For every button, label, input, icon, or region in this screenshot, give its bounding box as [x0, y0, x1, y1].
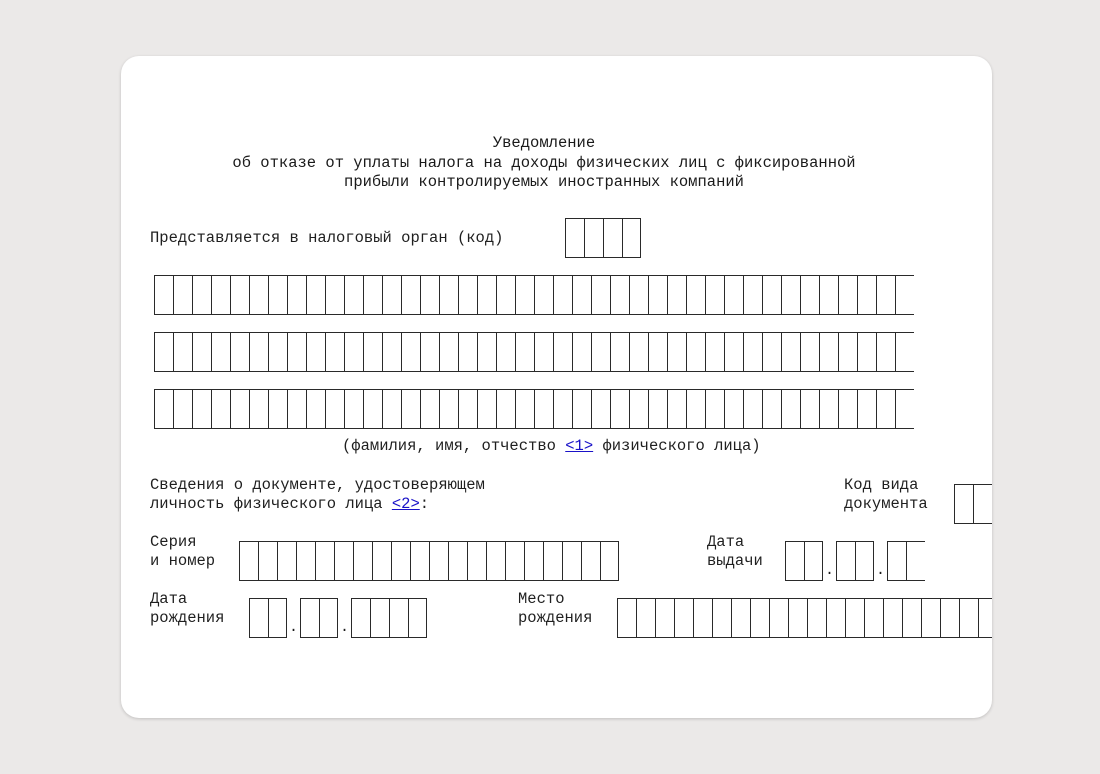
input-cell[interactable]	[363, 275, 382, 315]
input-cell[interactable]	[622, 218, 641, 258]
input-cell[interactable]	[467, 541, 486, 581]
input-cell[interactable]	[800, 332, 819, 372]
input-cell[interactable]	[477, 389, 496, 429]
input-cell[interactable]	[363, 389, 382, 429]
input-cell[interactable]	[249, 598, 268, 638]
input-cell[interactable]	[686, 332, 705, 372]
input-cell[interactable]	[562, 541, 581, 581]
input-cell[interactable]	[959, 598, 978, 638]
input-cell[interactable]	[211, 389, 230, 429]
input-cell[interactable]	[429, 541, 448, 581]
input-cell[interactable]	[477, 332, 496, 372]
input-cell[interactable]	[496, 275, 515, 315]
input-cell[interactable]	[591, 389, 610, 429]
input-cell[interactable]	[731, 598, 750, 638]
input-cell[interactable]	[515, 275, 534, 315]
input-cell[interactable]	[287, 389, 306, 429]
birth-date-label-2: рождения	[150, 609, 225, 627]
input-cell[interactable]	[389, 598, 408, 638]
input-cell[interactable]	[192, 332, 211, 372]
input-cell[interactable]	[769, 598, 788, 638]
input-cell[interactable]	[845, 598, 864, 638]
input-cell[interactable]	[173, 332, 192, 372]
input-cell[interactable]	[838, 389, 857, 429]
birth-date-label-1: Дата	[150, 590, 188, 608]
input-cell[interactable]	[344, 275, 363, 315]
input-cell[interactable]	[553, 275, 572, 315]
input-cell[interactable]	[600, 541, 619, 581]
footnote-2-link[interactable]: <2>	[391, 495, 420, 513]
input-cell[interactable]	[287, 332, 306, 372]
input-cell[interactable]	[743, 389, 762, 429]
input-cell[interactable]	[954, 484, 973, 524]
input-cell[interactable]	[819, 275, 838, 315]
input-cell[interactable]	[762, 389, 781, 429]
input-cell[interactable]	[785, 541, 804, 581]
input-cell[interactable]	[325, 389, 344, 429]
name-row-2-boxes[interactable]	[154, 332, 914, 372]
input-cell[interactable]	[581, 541, 600, 581]
birth-place-label-2: рождения	[518, 609, 593, 627]
input-cell[interactable]	[382, 389, 401, 429]
input-cell[interactable]	[249, 389, 268, 429]
input-cell[interactable]	[610, 275, 629, 315]
input-cell[interactable]	[940, 598, 959, 638]
doc-info-suffix: :	[419, 495, 430, 513]
input-cell[interactable]	[534, 389, 553, 429]
input-cell[interactable]	[895, 389, 914, 429]
input-cell[interactable]	[401, 389, 420, 429]
input-cell[interactable]	[543, 541, 562, 581]
footnote-1-link[interactable]: <1>	[565, 437, 594, 455]
input-cell[interactable]	[781, 332, 800, 372]
input-cell[interactable]	[712, 598, 731, 638]
input-cell[interactable]	[629, 332, 648, 372]
tax-authority-code-boxes[interactable]	[565, 218, 641, 258]
input-cell[interactable]	[693, 598, 712, 638]
input-cell[interactable]	[876, 332, 895, 372]
doc-info-line-2-prefix: личность физического лица	[150, 495, 392, 513]
input-cell[interactable]	[603, 218, 622, 258]
input-cell[interactable]	[230, 389, 249, 429]
input-cell[interactable]	[315, 541, 334, 581]
input-cell[interactable]	[439, 332, 458, 372]
input-cell[interactable]	[836, 541, 855, 581]
input-cell[interactable]	[306, 389, 325, 429]
name-row-3-boxes[interactable]	[154, 389, 914, 429]
input-cell[interactable]	[306, 332, 325, 372]
name-caption-after: физического лица)	[593, 437, 761, 455]
input-cell[interactable]	[762, 332, 781, 372]
input-cell[interactable]	[895, 275, 914, 315]
issue-date-label-2: выдачи	[707, 552, 763, 570]
input-cell[interactable]	[819, 389, 838, 429]
input-cell[interactable]	[648, 332, 667, 372]
form-card	[121, 56, 992, 718]
input-cell[interactable]	[887, 541, 906, 581]
input-cell[interactable]	[534, 332, 553, 372]
input-cell[interactable]	[826, 598, 845, 638]
issue-date-boxes[interactable]	[785, 541, 925, 581]
input-cell[interactable]	[655, 598, 674, 638]
input-cell[interactable]	[610, 332, 629, 372]
input-cell[interactable]	[895, 332, 914, 372]
input-cell[interactable]	[534, 275, 553, 315]
input-cell[interactable]	[420, 275, 439, 315]
input-cell[interactable]	[505, 541, 524, 581]
input-cell[interactable]	[819, 332, 838, 372]
input-cell[interactable]	[762, 275, 781, 315]
input-cell[interactable]	[401, 332, 420, 372]
input-cell[interactable]	[781, 275, 800, 315]
date-separator: .	[288, 619, 298, 636]
input-cell[interactable]	[667, 332, 686, 372]
input-cell[interactable]	[154, 389, 173, 429]
input-cell[interactable]	[906, 541, 925, 581]
title-line-3: прибыли контролируемых иностранных компаний	[344, 173, 744, 191]
input-cell[interactable]	[448, 541, 467, 581]
input-cell[interactable]	[401, 275, 420, 315]
input-cell[interactable]	[410, 541, 429, 581]
input-cell[interactable]	[804, 541, 823, 581]
input-cell[interactable]	[553, 332, 572, 372]
input-cell[interactable]	[344, 332, 363, 372]
doc-type-code-boxes[interactable]	[954, 484, 992, 524]
input-cell[interactable]	[192, 275, 211, 315]
name-row-1-boxes[interactable]	[154, 275, 914, 315]
input-cell[interactable]	[230, 332, 249, 372]
input-cell[interactable]	[705, 332, 724, 372]
input-cell[interactable]	[173, 389, 192, 429]
input-cell[interactable]	[978, 598, 992, 638]
input-cell[interactable]	[610, 389, 629, 429]
input-cell[interactable]	[724, 275, 743, 315]
input-cell[interactable]	[230, 275, 249, 315]
input-cell[interactable]	[724, 332, 743, 372]
input-cell[interactable]	[705, 389, 724, 429]
input-cell[interactable]	[258, 541, 277, 581]
input-cell[interactable]	[591, 332, 610, 372]
input-cell[interactable]	[268, 275, 287, 315]
input-cell[interactable]	[458, 332, 477, 372]
input-cell[interactable]	[724, 389, 743, 429]
input-cell[interactable]	[211, 275, 230, 315]
series-number-boxes[interactable]	[239, 541, 619, 581]
input-cell[interactable]	[351, 598, 370, 638]
input-cell[interactable]	[173, 275, 192, 315]
input-cell[interactable]	[524, 541, 543, 581]
input-cell[interactable]	[674, 598, 693, 638]
input-cell[interactable]	[439, 275, 458, 315]
input-cell[interactable]	[363, 332, 382, 372]
input-cell[interactable]	[788, 598, 807, 638]
input-cell[interactable]	[855, 541, 874, 581]
input-cell[interactable]	[277, 541, 296, 581]
input-cell[interactable]	[781, 389, 800, 429]
series-label-1: Серия	[150, 533, 197, 551]
input-cell[interactable]	[686, 389, 705, 429]
input-cell[interactable]	[667, 389, 686, 429]
input-cell[interactable]	[458, 275, 477, 315]
input-cell[interactable]	[486, 541, 505, 581]
input-cell[interactable]	[857, 275, 876, 315]
input-cell[interactable]	[239, 541, 258, 581]
input-cell[interactable]	[154, 332, 173, 372]
input-cell[interactable]	[572, 389, 591, 429]
input-cell[interactable]	[408, 598, 427, 638]
input-cell[interactable]	[515, 332, 534, 372]
input-cell[interactable]	[565, 218, 584, 258]
input-cell[interactable]	[876, 275, 895, 315]
input-cell[interactable]	[353, 541, 372, 581]
date-separator: .	[875, 562, 885, 579]
input-cell[interactable]	[372, 541, 391, 581]
input-cell[interactable]	[420, 389, 439, 429]
doc-info-line-1: Сведения о документе, удостоверяющем	[150, 476, 485, 494]
input-cell[interactable]	[192, 389, 211, 429]
input-cell[interactable]	[296, 541, 315, 581]
series-label-2: и номер	[150, 552, 216, 570]
tax-authority-label: Представляется в налоговый орган (код)	[150, 229, 504, 247]
input-cell[interactable]	[617, 598, 636, 638]
issue-date-label-1: Дата	[707, 533, 745, 551]
input-cell[interactable]	[319, 598, 338, 638]
input-cell[interactable]	[268, 332, 287, 372]
input-cell[interactable]	[553, 389, 572, 429]
date-separator: .	[824, 562, 834, 579]
input-cell[interactable]	[334, 541, 353, 581]
name-caption	[342, 437, 761, 456]
input-cell[interactable]	[902, 598, 921, 638]
input-cell[interactable]	[325, 332, 344, 372]
title-line-1: Уведомление	[492, 134, 596, 152]
input-cell[interactable]	[249, 332, 268, 372]
input-cell[interactable]	[800, 275, 819, 315]
input-cell[interactable]	[370, 598, 389, 638]
input-cell[interactable]	[391, 541, 410, 581]
input-cell[interactable]	[921, 598, 940, 638]
input-cell[interactable]	[268, 598, 287, 638]
input-cell[interactable]	[249, 275, 268, 315]
input-cell[interactable]	[300, 598, 319, 638]
input-cell[interactable]	[857, 389, 876, 429]
input-cell[interactable]	[648, 389, 667, 429]
input-cell[interactable]	[382, 275, 401, 315]
input-cell[interactable]	[306, 275, 325, 315]
input-cell[interactable]	[496, 389, 515, 429]
input-cell[interactable]	[636, 598, 655, 638]
input-cell[interactable]	[648, 275, 667, 315]
input-cell[interactable]	[743, 275, 762, 315]
input-cell[interactable]	[572, 275, 591, 315]
input-cell[interactable]	[864, 598, 883, 638]
input-cell[interactable]	[344, 389, 363, 429]
date-separator: .	[339, 619, 349, 636]
input-cell[interactable]	[572, 332, 591, 372]
input-cell[interactable]	[973, 484, 992, 524]
input-cell[interactable]	[857, 332, 876, 372]
input-cell[interactable]	[876, 389, 895, 429]
input-cell[interactable]	[686, 275, 705, 315]
input-cell[interactable]	[743, 332, 762, 372]
input-cell[interactable]	[268, 389, 287, 429]
input-cell[interactable]	[591, 275, 610, 315]
input-cell[interactable]	[211, 332, 230, 372]
input-cell[interactable]	[496, 332, 515, 372]
input-cell[interactable]	[325, 275, 344, 315]
form-title	[121, 134, 967, 193]
name-caption-before: (фамилия, имя, отчество	[342, 437, 566, 455]
input-cell[interactable]	[629, 389, 648, 429]
input-cell[interactable]	[584, 218, 603, 258]
input-cell[interactable]	[629, 275, 648, 315]
input-cell[interactable]	[382, 332, 401, 372]
doc-type-code-label-2: документа	[844, 495, 928, 513]
input-cell[interactable]	[439, 389, 458, 429]
input-cell[interactable]	[705, 275, 724, 315]
doc-type-code-label-1: Код вида	[844, 476, 919, 494]
input-cell[interactable]	[667, 275, 686, 315]
birth-place-label-1: Место	[518, 590, 565, 608]
input-cell[interactable]	[883, 598, 902, 638]
input-cell[interactable]	[420, 332, 439, 372]
input-cell[interactable]	[838, 275, 857, 315]
doc-info-line-2	[150, 495, 429, 514]
input-cell[interactable]	[515, 389, 534, 429]
input-cell[interactable]	[287, 275, 306, 315]
title-line-2: об отказе от уплаты налога на доходы физических лиц с фиксированной	[232, 153, 856, 172]
input-cell[interactable]	[750, 598, 769, 638]
input-cell[interactable]	[807, 598, 826, 638]
input-cell[interactable]	[458, 389, 477, 429]
input-cell[interactable]	[800, 389, 819, 429]
birth-date-boxes[interactable]	[249, 598, 427, 638]
birth-place-boxes[interactable]	[617, 598, 992, 638]
input-cell[interactable]	[477, 275, 496, 315]
input-cell[interactable]	[154, 275, 173, 315]
input-cell[interactable]	[838, 332, 857, 372]
